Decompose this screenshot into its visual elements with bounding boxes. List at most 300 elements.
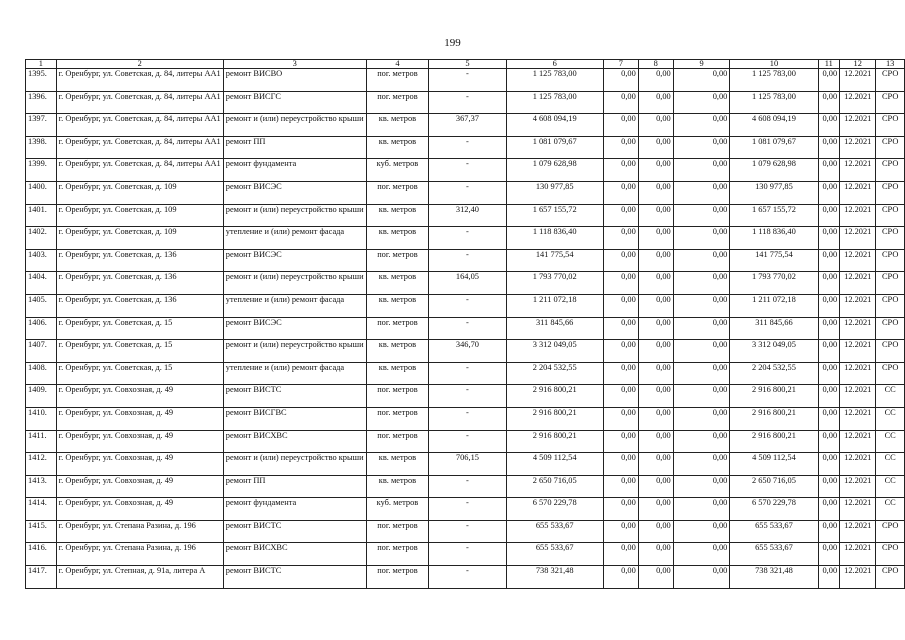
other-funds-cell: 0,00 [818,181,840,204]
fund-regional-cell: 0,00 [638,520,673,543]
unit-cell: кв. метров [366,475,429,498]
unit-cell: пог. метров [366,543,429,566]
completion-date-cell: 12.2021 [840,204,876,227]
table-row [26,498,905,521]
address-cell: г. Оренбург, ул. Советская, д. 109 [56,227,223,250]
table-row [26,543,905,566]
table-row [26,340,905,363]
column-header: 7 [603,60,638,69]
total-cost-cell: 2 916 800,21 [506,430,603,453]
fund-local-cell: 0,00 [673,136,730,159]
other-funds-cell: 0,00 [818,340,840,363]
other-funds-cell: 0,00 [818,69,840,92]
fund-local-cell: 0,00 [673,430,730,453]
address-cell: г. Оренбург, ул. Совхозная, д. 49 [56,498,223,521]
address-cell: г. Оренбург, ул. Советская, д. 136 [56,249,223,272]
fund-regional-cell: 0,00 [638,114,673,137]
quantity-cell: - [429,294,506,317]
work-type-cell: утепление и (или) ремонт фасада [223,227,366,250]
row-number-cell: 1395. [26,69,57,92]
work-type-cell: ремонт ВИСХВС [223,430,366,453]
other-funds-cell: 0,00 [818,543,840,566]
fund-federal-cell: 0,00 [603,227,638,250]
fund-regional-cell: 0,00 [638,91,673,114]
fund-regional-cell: 0,00 [638,543,673,566]
owner-funds-cell: 738 321,48 [730,566,818,589]
fund-federal-cell: 0,00 [603,430,638,453]
address-cell: г. Оренбург, ул. Советская, д. 15 [56,317,223,340]
fund-federal-cell: 0,00 [603,498,638,521]
total-cost-cell: 1 211 072,18 [506,294,603,317]
work-type-cell: утепление и (или) ремонт фасада [223,362,366,385]
quantity-cell: - [429,498,506,521]
completion-date-cell: 12.2021 [840,114,876,137]
owner-funds-cell: 1 793 770,02 [730,272,818,295]
address-cell: г. Оренбург, ул. Советская, д. 109 [56,204,223,227]
row-number-cell: 1407. [26,340,57,363]
row-number-cell: 1414. [26,498,57,521]
work-type-cell: ремонт ПП [223,475,366,498]
owner-funds-cell: 3 312 049,05 [730,340,818,363]
total-cost-cell: 130 977,85 [506,181,603,204]
completion-date-cell: 12.2021 [840,340,876,363]
quantity-cell: 367,37 [429,114,506,137]
other-funds-cell: 0,00 [818,114,840,137]
unit-cell: пог. метров [366,520,429,543]
completion-date-cell: 12.2021 [840,91,876,114]
fund-federal-cell: 0,00 [603,317,638,340]
fund-federal-cell: 0,00 [603,204,638,227]
fund-local-cell: 0,00 [673,475,730,498]
column-header: 8 [638,60,673,69]
fund-federal-cell: 0,00 [603,114,638,137]
completion-date-cell: 12.2021 [840,453,876,476]
other-funds-cell: 0,00 [818,520,840,543]
fund-federal-cell: 0,00 [603,453,638,476]
fund-local-cell: 0,00 [673,543,730,566]
fund-federal-cell: 0,00 [603,385,638,408]
other-funds-cell: 0,00 [818,430,840,453]
total-cost-cell: 1 079 628,98 [506,159,603,182]
unit-cell: пог. метров [366,69,429,92]
completion-date-cell: 12.2021 [840,407,876,430]
total-cost-cell: 2 650 716,05 [506,475,603,498]
work-type-cell: ремонт ВИСГС [223,91,366,114]
fund-regional-cell: 0,00 [638,317,673,340]
unit-cell: пог. метров [366,385,429,408]
fund-local-cell: 0,00 [673,181,730,204]
funding-source-cell: СРО [876,294,905,317]
row-number-cell: 1402. [26,227,57,250]
other-funds-cell: 0,00 [818,498,840,521]
fund-federal-cell: 0,00 [603,340,638,363]
fund-federal-cell: 0,00 [603,181,638,204]
table-row [26,114,905,137]
column-header: 2 [56,60,223,69]
address-cell: г. Оренбург, ул. Совхозная, д. 49 [56,407,223,430]
completion-date-cell: 12.2021 [840,159,876,182]
total-cost-cell: 141 775,54 [506,249,603,272]
quantity-cell: 164,05 [429,272,506,295]
total-cost-cell: 1 118 836,40 [506,227,603,250]
fund-regional-cell: 0,00 [638,566,673,589]
total-cost-cell: 3 312 049,05 [506,340,603,363]
column-header: 6 [506,60,603,69]
owner-funds-cell: 130 977,85 [730,181,818,204]
completion-date-cell: 12.2021 [840,520,876,543]
fund-regional-cell: 0,00 [638,385,673,408]
other-funds-cell: 0,00 [818,159,840,182]
total-cost-cell: 6 570 229,78 [506,498,603,521]
work-type-cell: ремонт ВИСЭС [223,317,366,340]
funding-source-cell: СС [876,385,905,408]
row-number-cell: 1399. [26,159,57,182]
address-cell: г. Оренбург, ул. Советская, д. 136 [56,272,223,295]
funding-source-cell: СС [876,407,905,430]
completion-date-cell: 12.2021 [840,69,876,92]
address-cell: г. Оренбург, ул. Совхозная, д. 49 [56,453,223,476]
column-header: 1 [26,60,57,69]
completion-date-cell: 12.2021 [840,227,876,250]
column-header: 4 [366,60,429,69]
other-funds-cell: 0,00 [818,136,840,159]
other-funds-cell: 0,00 [818,249,840,272]
fund-local-cell: 0,00 [673,340,730,363]
quantity-cell: - [429,385,506,408]
address-cell: г. Оренбург, ул. Советская, д. 84, литеры АА1 [56,136,223,159]
address-cell: г. Оренбург, ул. Советская, д. 84, литеры АА1 [56,159,223,182]
table-row [26,520,905,543]
table-body [26,69,905,589]
fund-local-cell: 0,00 [673,272,730,295]
table-row [26,430,905,453]
work-type-cell: ремонт ВИСЭС [223,181,366,204]
address-cell: г. Оренбург, ул. Советская, д. 136 [56,294,223,317]
owner-funds-cell: 1 118 836,40 [730,227,818,250]
fund-federal-cell: 0,00 [603,362,638,385]
page-number: 199 [444,37,461,49]
fund-regional-cell: 0,00 [638,407,673,430]
other-funds-cell: 0,00 [818,475,840,498]
fund-regional-cell: 0,00 [638,159,673,182]
fund-regional-cell: 0,00 [638,475,673,498]
unit-cell: кв. метров [366,114,429,137]
unit-cell: кв. метров [366,294,429,317]
total-cost-cell: 1 793 770,02 [506,272,603,295]
other-funds-cell: 0,00 [818,272,840,295]
table-row [26,294,905,317]
unit-cell: пог. метров [366,430,429,453]
table-row [26,69,905,92]
row-number-cell: 1410. [26,407,57,430]
completion-date-cell: 12.2021 [840,294,876,317]
unit-cell: пог. метров [366,91,429,114]
row-number-cell: 1401. [26,204,57,227]
fund-regional-cell: 0,00 [638,227,673,250]
work-type-cell: ремонт и (или) переустройство крыши [223,272,366,295]
fund-federal-cell: 0,00 [603,69,638,92]
fund-federal-cell: 0,00 [603,249,638,272]
funding-source-cell: СРО [876,520,905,543]
address-cell: г. Оренбург, ул. Степная, д. 91а, литера А [56,566,223,589]
row-number-cell: 1404. [26,272,57,295]
table-row [26,385,905,408]
row-number-cell: 1400. [26,181,57,204]
fund-regional-cell: 0,00 [638,249,673,272]
other-funds-cell: 0,00 [818,294,840,317]
row-number-cell: 1408. [26,362,57,385]
fund-regional-cell: 0,00 [638,430,673,453]
completion-date-cell: 12.2021 [840,385,876,408]
fund-local-cell: 0,00 [673,362,730,385]
table-row [26,204,905,227]
fund-regional-cell: 0,00 [638,340,673,363]
address-cell: г. Оренбург, ул. Советская, д. 84, литеры АА1 [56,69,223,92]
funding-source-cell: СС [876,475,905,498]
other-funds-cell: 0,00 [818,566,840,589]
owner-funds-cell: 1 657 155,72 [730,204,818,227]
fund-local-cell: 0,00 [673,227,730,250]
unit-cell: пог. метров [366,181,429,204]
fund-federal-cell: 0,00 [603,407,638,430]
quantity-cell: - [429,69,506,92]
quantity-cell: - [429,430,506,453]
fund-regional-cell: 0,00 [638,69,673,92]
work-type-cell: ремонт и (или) переустройство крыши [223,453,366,476]
column-header: 10 [730,60,818,69]
owner-funds-cell: 4 509 112,54 [730,453,818,476]
work-type-cell: ремонт ВИСТС [223,520,366,543]
quantity-cell: - [429,520,506,543]
row-number-cell: 1417. [26,566,57,589]
row-number-cell: 1413. [26,475,57,498]
row-number-cell: 1398. [26,136,57,159]
table-row [26,227,905,250]
unit-cell: кв. метров [366,453,429,476]
fund-local-cell: 0,00 [673,407,730,430]
total-cost-cell: 1 081 079,67 [506,136,603,159]
unit-cell: пог. метров [366,566,429,589]
unit-cell: кв. метров [366,340,429,363]
work-type-cell: ремонт и (или) переустройство крыши [223,340,366,363]
owner-funds-cell: 1 211 072,18 [730,294,818,317]
quantity-cell: - [429,159,506,182]
fund-federal-cell: 0,00 [603,91,638,114]
column-header: 11 [818,60,840,69]
address-cell: г. Оренбург, ул. Советская, д. 15 [56,362,223,385]
owner-funds-cell: 1 081 079,67 [730,136,818,159]
work-type-cell: ремонт и (или) переустройство крыши [223,204,366,227]
funding-source-cell: СРО [876,272,905,295]
table-row [26,475,905,498]
column-header: 5 [429,60,506,69]
fund-local-cell: 0,00 [673,453,730,476]
column-number-row [26,60,905,69]
row-number-cell: 1406. [26,317,57,340]
table-row [26,181,905,204]
owner-funds-cell: 1 125 783,00 [730,69,818,92]
fund-local-cell: 0,00 [673,294,730,317]
work-type-cell: ремонт фундамента [223,159,366,182]
row-number-cell: 1397. [26,114,57,137]
quantity-cell: - [429,543,506,566]
fund-local-cell: 0,00 [673,249,730,272]
unit-cell: кв. метров [366,362,429,385]
funding-source-cell: СРО [876,181,905,204]
funding-source-cell: СРО [876,566,905,589]
address-cell: г. Оренбург, ул. Степана Разина, д. 196 [56,543,223,566]
table-row [26,453,905,476]
total-cost-cell: 2 916 800,21 [506,385,603,408]
owner-funds-cell: 2 916 800,21 [730,385,818,408]
column-header: 3 [223,60,366,69]
unit-cell: кв. метров [366,204,429,227]
unit-cell: куб. метров [366,498,429,521]
other-funds-cell: 0,00 [818,385,840,408]
funding-source-cell: СРО [876,543,905,566]
quantity-cell: - [429,227,506,250]
funding-source-cell: СРО [876,317,905,340]
quantity-cell: 312,40 [429,204,506,227]
fund-local-cell: 0,00 [673,498,730,521]
fund-federal-cell: 0,00 [603,520,638,543]
work-type-cell: ремонт фундамента [223,498,366,521]
address-cell: г. Оренбург, ул. Совхозная, д. 49 [56,385,223,408]
fund-local-cell: 0,00 [673,69,730,92]
completion-date-cell: 12.2021 [840,543,876,566]
row-number-cell: 1412. [26,453,57,476]
fund-federal-cell: 0,00 [603,475,638,498]
unit-cell: пог. метров [366,317,429,340]
completion-date-cell: 12.2021 [840,566,876,589]
owner-funds-cell: 655 533,67 [730,520,818,543]
total-cost-cell: 655 533,67 [506,543,603,566]
row-number-cell: 1403. [26,249,57,272]
work-type-cell: ремонт ВИСТС [223,566,366,589]
fund-regional-cell: 0,00 [638,453,673,476]
fund-federal-cell: 0,00 [603,566,638,589]
fund-federal-cell: 0,00 [603,294,638,317]
completion-date-cell: 12.2021 [840,181,876,204]
total-cost-cell: 1 657 155,72 [506,204,603,227]
fund-local-cell: 0,00 [673,566,730,589]
quantity-cell: 706,15 [429,453,506,476]
work-type-cell: ремонт ВИСХВС [223,543,366,566]
funding-source-cell: СРО [876,227,905,250]
other-funds-cell: 0,00 [818,407,840,430]
completion-date-cell: 12.2021 [840,362,876,385]
fund-regional-cell: 0,00 [638,498,673,521]
address-cell: г. Оренбург, ул. Советская, д. 109 [56,181,223,204]
fund-regional-cell: 0,00 [638,272,673,295]
work-type-cell: ремонт ВИСГВС [223,407,366,430]
quantity-cell: - [429,249,506,272]
completion-date-cell: 12.2021 [840,475,876,498]
owner-funds-cell: 6 570 229,78 [730,498,818,521]
fund-local-cell: 0,00 [673,114,730,137]
table-row [26,272,905,295]
completion-date-cell: 12.2021 [840,272,876,295]
total-cost-cell: 2 916 800,21 [506,407,603,430]
funding-source-cell: СРО [876,136,905,159]
fund-regional-cell: 0,00 [638,362,673,385]
row-number-cell: 1416. [26,543,57,566]
total-cost-cell: 1 125 783,00 [506,69,603,92]
total-cost-cell: 311 845,66 [506,317,603,340]
funding-source-cell: СРО [876,69,905,92]
table-row [26,249,905,272]
repair-program-table [25,59,905,589]
completion-date-cell: 12.2021 [840,430,876,453]
completion-date-cell: 12.2021 [840,249,876,272]
fund-local-cell: 0,00 [673,204,730,227]
quantity-cell: - [429,407,506,430]
owner-funds-cell: 141 775,54 [730,249,818,272]
fund-local-cell: 0,00 [673,159,730,182]
work-type-cell: ремонт и (или) переустройство крыши [223,114,366,137]
fund-regional-cell: 0,00 [638,181,673,204]
work-type-cell: ремонт ВИСВО [223,69,366,92]
unit-cell: куб. метров [366,159,429,182]
fund-local-cell: 0,00 [673,385,730,408]
work-type-cell: ремонт ПП [223,136,366,159]
table-row [26,566,905,589]
address-cell: г. Оренбург, ул. Советская, д. 84, литеры АА1 [56,91,223,114]
owner-funds-cell: 2 916 800,21 [730,430,818,453]
quantity-cell: - [429,181,506,204]
address-cell: г. Оренбург, ул. Совхозная, д. 49 [56,475,223,498]
column-header: 12 [840,60,876,69]
total-cost-cell: 738 321,48 [506,566,603,589]
funding-source-cell: СС [876,498,905,521]
work-type-cell: утепление и (или) ремонт фасада [223,294,366,317]
fund-regional-cell: 0,00 [638,204,673,227]
owner-funds-cell: 2 916 800,21 [730,407,818,430]
column-header: 13 [876,60,905,69]
fund-federal-cell: 0,00 [603,272,638,295]
total-cost-cell: 2 204 532,55 [506,362,603,385]
quantity-cell: - [429,317,506,340]
quantity-cell: - [429,91,506,114]
row-number-cell: 1411. [26,430,57,453]
row-number-cell: 1405. [26,294,57,317]
other-funds-cell: 0,00 [818,362,840,385]
address-cell: г. Оренбург, ул. Степана Разина, д. 196 [56,520,223,543]
total-cost-cell: 4 608 094,19 [506,114,603,137]
completion-date-cell: 12.2021 [840,136,876,159]
unit-cell: пог. метров [366,407,429,430]
row-number-cell: 1415. [26,520,57,543]
funding-source-cell: СРО [876,159,905,182]
address-cell: г. Оренбург, ул. Советская, д. 84, литеры АА1 [56,114,223,137]
table-row [26,362,905,385]
fund-regional-cell: 0,00 [638,294,673,317]
other-funds-cell: 0,00 [818,453,840,476]
quantity-cell: - [429,362,506,385]
owner-funds-cell: 4 608 094,19 [730,114,818,137]
owner-funds-cell: 311 845,66 [730,317,818,340]
fund-local-cell: 0,00 [673,91,730,114]
fund-federal-cell: 0,00 [603,543,638,566]
funding-source-cell: СРО [876,362,905,385]
completion-date-cell: 12.2021 [840,498,876,521]
row-number-cell: 1396. [26,91,57,114]
table-row [26,159,905,182]
address-cell: г. Оренбург, ул. Советская, д. 15 [56,340,223,363]
other-funds-cell: 0,00 [818,227,840,250]
funding-source-cell: СРО [876,114,905,137]
fund-federal-cell: 0,00 [603,159,638,182]
